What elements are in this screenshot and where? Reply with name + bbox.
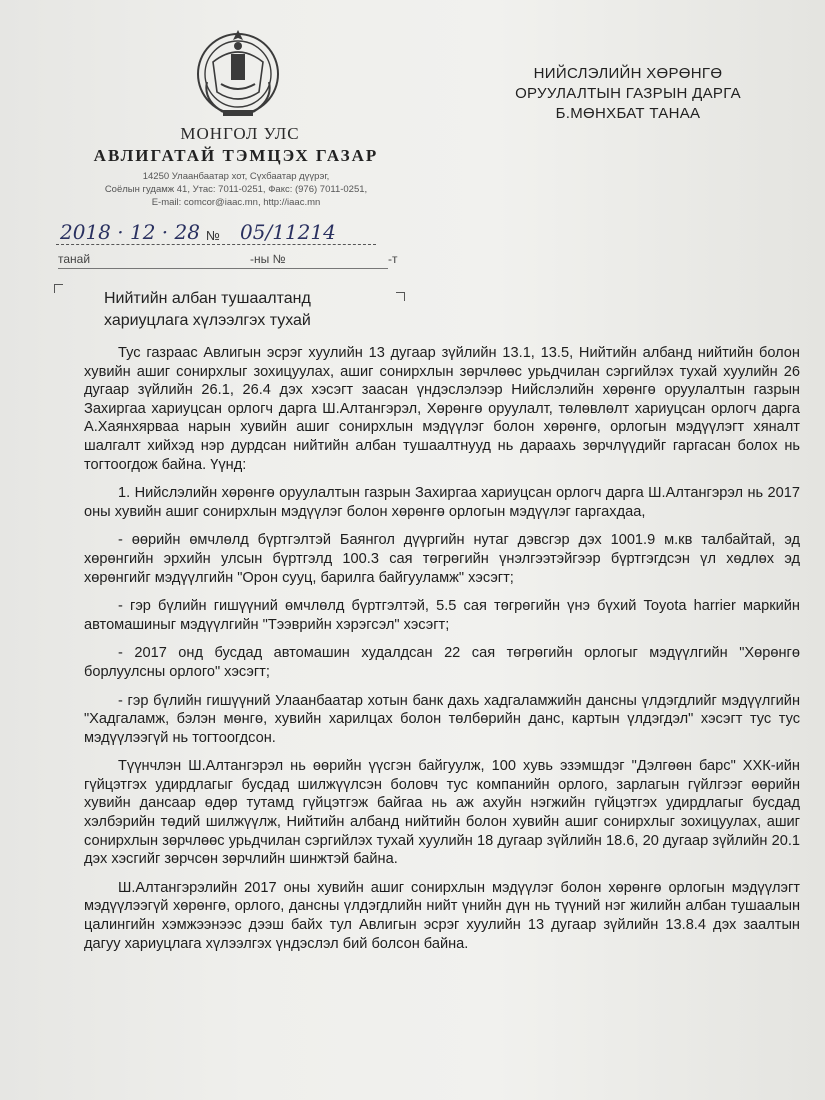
letter-body bbox=[84, 344, 800, 953]
number-label: № bbox=[206, 228, 220, 243]
recipient-block bbox=[478, 64, 778, 124]
tanai-label: танай bbox=[58, 252, 91, 266]
country-name: МОНГОЛ УЛС bbox=[180, 124, 300, 143]
subject-line: Нийтийн албан тушаалтанд bbox=[104, 290, 311, 307]
address-line: Соёлын гудамж 41, Утас: 7011-0251, Факс: (976) 7011-0251, bbox=[104, 184, 368, 195]
recipient-line: НИЙСЛЭЛИЙН ХӨРӨНГӨ bbox=[533, 65, 723, 82]
incoming-reference-underline bbox=[58, 268, 388, 269]
body-paragraph: - 2017 онд бусдад автомашин худалдсан 22 сая төгрөгийн орлогыг мэдүүлгийн "Хөрөнгө борлуулсны орлого" хэсэгт; bbox=[84, 645, 800, 680]
body-paragraph: Тус газраас Авлигын эсрэг хуулийн 13 дугаар зүйлийн 13.1, 13.5, Нийтийн албанд нийтийн болон хувийн ашиг сонирхлыг зохицуулах, ашиг сонирхлын зөрчлөөс урьдчилан сэргийлэх тухай хуулийн 26 дугаар зүйлийн 26.1, 26.4 дэх хэсэгт заасан үндэслэлээр Нийслэлийн хөрөнгө оруулалтын газрын Захиргаа хариуцсан орлогч дарга Ш.Алтангэрэл, Хөрөнгө оруулалт, төлөвлөлт хариуцсан орлогч дарга А.Хаянхярваа нарын хувийн ашиг сонирхлын мэдүүлэг болон хөрөнгө, орлогын мэдүүлэгт хяналт шалгалт хийхэд нэр дурдсан нийтийн албан тушаалтнууд нь дараахь зөрчлүүдийг гаргасан болох нь тогтоогдож байна. Үүнд: bbox=[84, 345, 800, 473]
handwritten-date: 2018 · 12 · 28 bbox=[60, 220, 200, 244]
address-line: E-mail: comcor@iaac.mn, http://iaac.mn bbox=[151, 197, 321, 208]
incoming-reference-line bbox=[58, 252, 398, 272]
recipient-line: Б.МӨНХБАТ ТАНАА bbox=[555, 105, 701, 122]
body-paragraph: 1. Нийслэлийн хөрөнгө оруулалтын газрын Захиргаа хариуцсан орлогч дарга Ш.Алтангэрэл нь 2017 оны хувийн ашиг сонирхлын мэдүүлэг болон хөрөнгө орлогын мэдүүлэг гаргахдаа, bbox=[84, 485, 800, 520]
organization-address bbox=[46, 170, 426, 209]
subject-line: хариуцлага хүлээлгэх тухай bbox=[104, 312, 311, 329]
subject-corner-mark bbox=[54, 284, 63, 293]
body-paragraph: - өөрийн өмчлөлд бүртгэлтэй Баянгол дүүргийн нутаг дэвсгэр дэх 1001.9 м.кв талбайтай, эд хөрөнгийн эрхийн улсын бүртгэлд 100.3 сая төгрөгийн үнэлгээтэйгээр бүртгэгдсэн үл хөдлөх эд хөрөнгийг мэдүүлгийн "Орон сууц, барилга байгууламж" хэсэгт; bbox=[84, 532, 800, 586]
handwritten-number: 05/11214 bbox=[240, 220, 336, 244]
recipient-line: ОРУУЛАЛТЫН ГАЗРЫН ДАРГА bbox=[515, 85, 741, 102]
body-paragraph: Түүнчлэн Ш.Алтангэрэл нь өөрийн үүсгэн байгуулж, 100 хувь эзэмшдэг "Дэлгөөн барс" ХХК-ийн гүйцэтгэх удирдлагыг бусдад шилжүүлсэн боловч тус компанийн орлого, зарлагын гүйлгээг өөрийн хувийн дансаар өдөр тутамд гүйцэтгэж байгаа нь аж ахуйн нэгжийн гүйцэтгэх удирдлагыг бусдад хэлбэрийн төдий шилжүүлж, Нийтийн албанд нийтийн болон хувийн ашиг сонирхлыг зохицуулах, ашиг сонирхлын зөрчлөөс урьдчилан сэргийлэх тухай хуулийн 18 дугаар зүйлийн 18.6, 20 дугаар зүйлийн 20.1 дэх хэсгийг зөрчсөн зөрчлийн шинжтэй байна. bbox=[84, 758, 800, 868]
body-paragraph: Ш.Алтангэрэлийн 2017 оны хувийн ашиг сонирхлын мэдүүлэг болон хөрөнгө орлогын мэдүүлэгт мэдүүлээгүй хөрөнгө, орлого, дансны үлдэгдлийн нийт үнийн дүн нь түүний нэг жилийн албан тушаалын цалингийн хэмжээнээс дээш байх тул Авлигын эсрэг хуулийн 13 дугаар зүйлийн 13.8.4 дэх заалтын дагуу хариуцлага хүлээлгэх үндэслэл бий болсон байна. bbox=[84, 879, 800, 952]
state-emblem-icon bbox=[193, 22, 283, 122]
address-line: 14250 Улаанбаатар хот, Сүхбаатар дүүрэг, bbox=[142, 171, 330, 182]
organization-name: АВЛИГАТАЙ ТЭМЦЭХ ГАЗАР bbox=[93, 146, 379, 165]
subject-heading bbox=[104, 288, 424, 332]
body-paragraph: - гэр бүлийн гишүүний Улаанбаатар хотын банк дахь хадгаламжийн дансны үлдэгдлийг мэдүүлгийн "Хадгаламж, бэлэн мөнгө, хувийн харилцах болон төлбөрийн данс, картын үлдэгдэл" хэсэгт тус тус мэдүүлээгүй нь тогтоогдсон. bbox=[84, 692, 800, 746]
reference-underline bbox=[56, 244, 376, 245]
reference-line bbox=[56, 218, 396, 248]
t-suffix-label: -т bbox=[388, 252, 398, 266]
body-paragraph: - гэр бүлийн гишүүний өмчлөлд бүртгэлтэй, 5.5 сая төгрөгийн үнэ бүхий Toyota harrier маркийн автомашиныг мэдүүлгийн "Тээврийн хэрэгсэл" хэсэгт; bbox=[84, 598, 800, 633]
ny-number-label: -ны № bbox=[250, 252, 286, 266]
